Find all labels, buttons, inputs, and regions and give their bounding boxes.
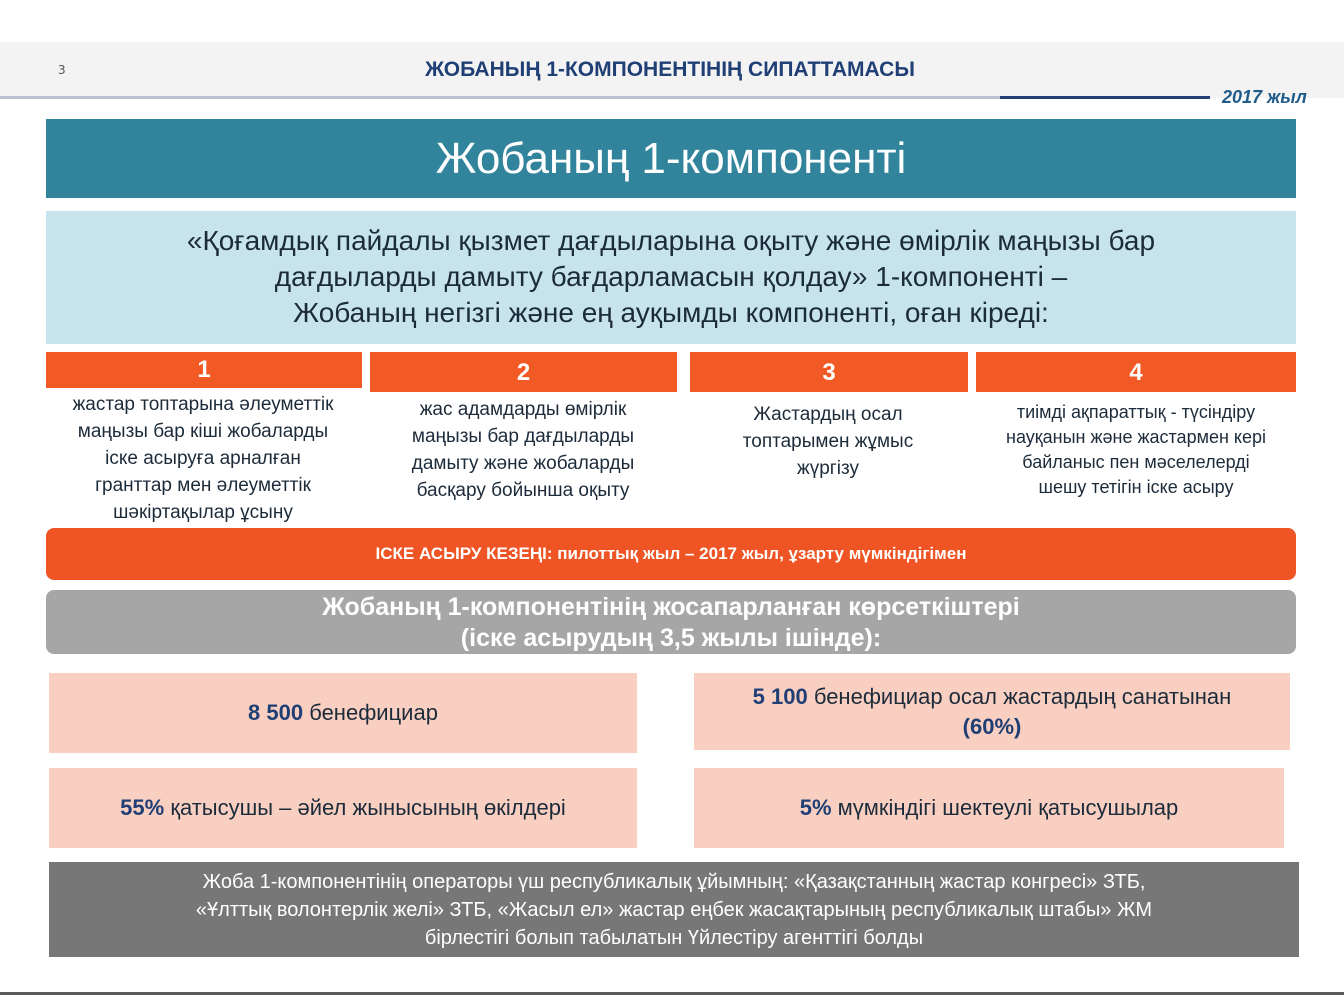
intro-line: «Қоғамдық пайдалы қызмет дағдыларына оқыту және өмірлік маңызы бар [186,225,1156,256]
intro-line: Жобаның негізгі және ең ауқымды компоненті, оған кіреді: [293,297,1049,328]
stat-label: қатысушы – әйел жынысының өкілдері [170,795,566,820]
stat-beneficiaries [49,673,637,753]
header-divider [0,96,1000,99]
implementation-phase-bar: ІСКЕ АСЫРУ КЕЗЕҢІ: пилоттық жыл – 2017 жыл, ұзарту мүмкіндігімен [46,528,1296,580]
year-label: 2017 жыл [1222,87,1307,107]
item-line: басқару бойынша оқыту [416,480,630,501]
operator-line: «Ұлттық волонтерлік желі» ЗТБ, «Жасыл ел» жастар еңбек жасақтарының республикалық штабы» ЖМ [195,899,1153,921]
indicators-line: (іске асырудың 3,5 жылы ішінде): [460,624,882,652]
intro-box [46,211,1296,344]
indicators-line: Жобаның 1-компонентінің жосапарланған көрсеткіштері [322,593,1020,621]
item-line: тиімді ақпараттық - түсіндіру [1016,402,1256,422]
stat-value: 8 500 [248,700,304,725]
stat-value: 5 100 [752,683,808,709]
item-line: науқанын және жастармен кері [1006,427,1266,447]
stat-extra: (60%) [962,713,1022,739]
stat-disabled-participants [694,768,1284,848]
item-number-4: 4 [976,352,1296,392]
item-line: байланыс пен мәселелерді [1022,452,1250,472]
item-line: маңызы бар кіші жобаларды [77,421,329,442]
item-line: шешу тетігін іске асыру [1038,477,1234,497]
indicators-heading [46,590,1296,654]
operator-box [49,862,1299,957]
item-line: топтарымен жұмыс [742,431,914,452]
item-line: жүргізу [797,458,859,479]
page-title: ЖОБАНЫҢ 1-КОМПОНЕНТІНІҢ СИПАТТАМАСЫ [425,58,915,81]
item-line: Жастардың осал [753,404,903,425]
component-banner: Жобаның 1-компоненті [46,119,1296,198]
stat-label: бенефициар осал жастардың санатынан [813,683,1232,709]
item-description-2 [372,396,674,504]
item-line: жастар топтарына әлеуметтік [72,394,334,415]
item-line: гранттар мен әлеуметтік [95,475,311,496]
stat-label: бенефициар [309,700,438,725]
stat-label: мүмкіндігі шектеулі қатысушылар [837,795,1179,820]
item-line: дамыту және жобаларды [411,453,635,474]
item-line: маңызы бар дағдыларды [411,426,635,447]
stat-vulnerable-youth [694,673,1290,750]
intro-line: дағдыларды дамыту бағдарламасын қолдау» 1-компоненті – [274,261,1068,292]
item-line: шәкіртақылар ұсыну [113,502,293,523]
item-number-3: 3 [690,352,968,392]
stat-value: 55% [120,795,165,820]
page-number: 3 [58,63,66,77]
item-line: іске асыруға арналған [105,448,301,469]
header-divider-accent [1000,96,1210,99]
item-line: жас адамдарды өмірлік [419,399,627,420]
operator-line: Жоба 1-компонентінің операторы үш республикалық ұйымның: «Қазақстанның жастар конгресі» ЗТБ, [202,871,1146,893]
stat-value: 5% [799,795,832,820]
footer-divider [0,992,1344,995]
item-description-4 [980,400,1292,500]
item-description-1 [44,391,362,526]
operator-line: бірлестігі болып табылатын Үйлестіру агенттігі болды [424,927,924,949]
item-number-2: 2 [370,352,677,392]
item-description-3 [700,401,956,482]
item-number-1: 1 [46,352,362,388]
stat-female-participants [49,768,637,848]
